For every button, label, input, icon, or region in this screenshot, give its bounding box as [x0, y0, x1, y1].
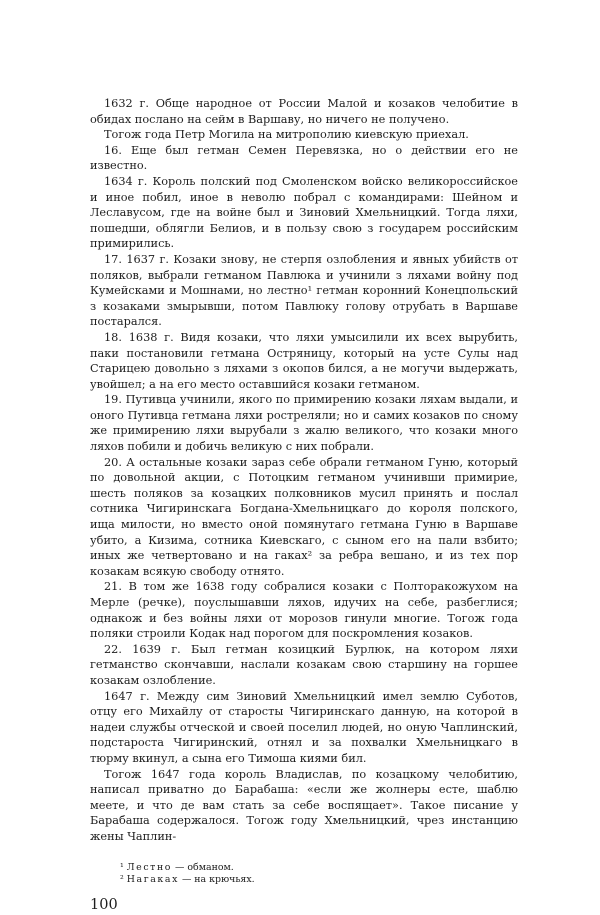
footnote-mark: ¹: [120, 861, 124, 873]
paragraph-12: Тогож 1647 года король Владислав, по козацкому челобитию, написал приватно до Барабаша: «если же жолнеры есте, шаблю меете, и что де вам стать за себе воспящает». Такое писание у Барабаша содержалося. Тогож году Хмельницкий, чрез инстанцию жены Чаплин-: [90, 767, 518, 843]
footnote-definition: — на крючьях.: [181, 874, 255, 885]
footnotes: [90, 862, 518, 887]
paragraph-1: 1632 г. Обще народное от России Малой и козаков челобитие в обидах послано на сейм в Варшаву, но ничего не получено.: [90, 97, 518, 126]
footnote-definition: — обманом.: [175, 861, 234, 873]
page-number: 100: [90, 896, 118, 913]
paragraph-5: 17. 1637 г. Козаки знову, не стерпя озлобления и явных убийств от поляков, выбрали гетманом Павлюка и учинили з ляхами войну под Кумейсками и Мошнами, но лестно¹ гетман коронний Конецпольский з козаками змырывши, потом Павлюку голову отрубать в Варшаве постарался.: [90, 252, 518, 329]
footnote-word: Нагаках: [126, 874, 179, 885]
footnote-2: [120, 874, 518, 887]
footnote-mark: ²: [120, 874, 124, 885]
paragraph-8: 20. А остальные козаки зараз себе обрали гетманом Гуню, который по довольной акции, с Потоцким гетманом учинивши примирие, шесть поляков за козацких полковников мусил принять и послал сотника Чигиринскага Богдана-Хмельницкаго до короля полского, ища милости, но вместо оной помянутаго гетмана Гуню в Варшаве убито, а Кизима, сотника Киевскаго, с сыном его на пали взбито; иных же четвертовано и на гаках² за ребра вешано, и из тех пор козакам всякую свободу отнято.: [90, 455, 518, 578]
footnote-word: Лестно: [126, 861, 173, 873]
paragraph-9: 21. В том же 1638 году собралися козаки с Полторакожухом на Мерле (речке), поуслышавши ляхов, идучих на себе, разбеглися; однакож и без войны ляхи от морозов гинули многие. Тогож года поляки строили Кодак над порогом для поскромления козаков.: [90, 580, 518, 641]
paragraph-6: 18. 1638 г. Видя козаки, что ляхи умысилили их всех вырубить, паки постановили гетмана Остряницу, который на усте Сулы над Старицею довольно з ляхами з окопов бился, а не могучи выдержать, увойшел; а на его место оставшийся козаки гетманом.: [90, 330, 518, 391]
paragraph-2: Тогож года Петр Могила на митрополию киевскую приехал.: [104, 128, 469, 142]
paragraph-7: 19. Путивца учинили, якого по примирению козаки ляхам выдали, и оного Путивца гетмана ляхи ростреляли; но и самих козаков по сному же примирению ляхи вырубали з жалю великого, что козаки много ляхов побили и добичь великую с них побрали.: [90, 393, 518, 454]
paragraph-10: 22. 1639 г. Был гетман козицкий Бурлюк, на котором ляхи гетманство скончавши, наслали козакам свою старшину на горшее козакам озлобление.: [90, 642, 518, 687]
paragraph-4: 1634 г. Король полский под Смоленском войско великороссийское и иное побил, иное в неволю побрал с командирами: Шейном и Леславусом, где на войне был и Зиновий Хмельницкий. Тогда ляхи, пошедши, облягли Белиов, и в пользу свою з государем российским примирились.: [90, 174, 518, 251]
paragraph-11: 1647 г. Между сим Зиновий Хмельницкий имел землю Суботов, отцу его Михайлу от старосты Чигиринскаго данную, на которой в надеи службы отческой и своей поселил людей, но оную Чаплинский, подстароста Чигиринский, отнял и за похвалки Хмельницкаго в тюрму вкинул, а сына его Тимоша киями бил.: [90, 689, 518, 765]
document-page: [90, 96, 518, 914]
paragraph-3: 16. Еще был гетман Семен Перевязка, но о действии его не известно.: [90, 143, 518, 173]
body-text: [90, 96, 518, 845]
footnote-1: [120, 862, 518, 875]
